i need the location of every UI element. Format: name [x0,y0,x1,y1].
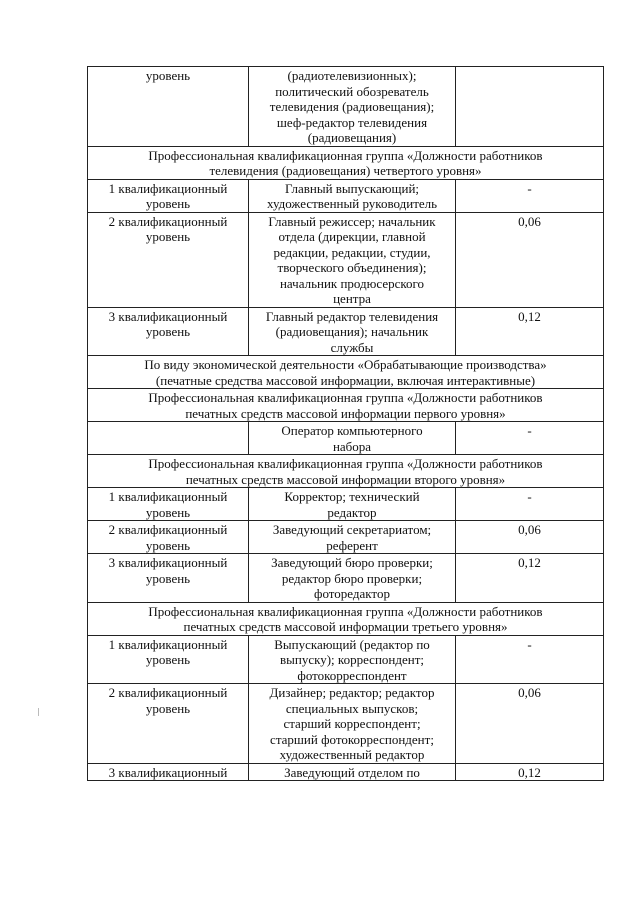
qualification-level-cell [88,422,249,455]
table-row [88,684,604,764]
table-row [88,635,604,684]
group-header-row [88,455,604,488]
position-names-cell: Главный выпускающий; художественный руководитель [249,179,456,212]
coefficient-cell: - [456,635,604,684]
coefficient-cell: - [456,488,604,521]
group-header-row [88,602,604,635]
qualification-level-cell: 1 квалификационный уровень [88,488,249,521]
qualification-table-body [88,67,604,781]
group-header-text: По виду экономической деятельности «Обрабатывающие производства» (печатные средства массовой информации, включая интерактивные) [88,356,604,389]
position-names-cell: Главный режиссер; начальник отдела (дирекции, главной редакции, редакции, студии, творческого объединения); начальник продюсерского центра [249,212,456,307]
group-header-text: Профессиональная квалификационная группа «Должности работников телевидения (радиовещания) четвертого уровня» [88,146,604,179]
coefficient-cell: 0,12 [456,763,604,781]
table-row [88,179,604,212]
position-names-cell: (радиотелевизионных); политический обозреватель телевидения (радиовещания); шеф-редактор телевидения (радиовещания) [249,67,456,147]
table-row [88,212,604,307]
qualification-level-cell: 2 квалификационный уровень [88,684,249,764]
qualification-level-cell: уровень [88,67,249,147]
coefficient-cell: 0,06 [456,684,604,764]
table-row [88,488,604,521]
qualification-level-cell: 3 квалификационный [88,763,249,781]
table-row [88,763,604,781]
position-names-cell: Корректор; технический редактор [249,488,456,521]
group-header-text: Профессиональная квалификационная группа «Должности работников печатных средств массовой информации второго уровня» [88,455,604,488]
table-row [88,307,604,356]
qualification-level-cell: 1 квалификационный уровень [88,635,249,684]
coefficient-cell [456,67,604,147]
position-names-cell: Оператор компьютерного набора [249,422,456,455]
table-row [88,521,604,554]
coefficient-cell: - [456,179,604,212]
position-names-cell: Выпускающий (редактор по выпуску); корреспондент; фотокорреспондент [249,635,456,684]
position-names-cell: Заведующий секретариатом; референт [249,521,456,554]
coefficient-cell: 0,06 [456,212,604,307]
group-header-text: Профессиональная квалификационная группа «Должности работников печатных средств массовой информации первого уровня» [88,389,604,422]
qualification-level-cell: 2 квалификационный уровень [88,521,249,554]
coefficient-cell: 0,12 [456,307,604,356]
qualification-level-cell: 3 квалификационный уровень [88,307,249,356]
table-row [88,422,604,455]
coefficient-cell: 0,12 [456,554,604,603]
position-names-cell: Главный редактор телевидения (радиовещания); начальник службы [249,307,456,356]
group-header-row [88,389,604,422]
qualification-level-cell: 2 квалификационный уровень [88,212,249,307]
group-header-row [88,356,604,389]
qualification-level-cell: 1 квалификационный уровень [88,179,249,212]
margin-mark [38,708,39,716]
table-row [88,554,604,603]
position-names-cell: Заведующий отделом по [249,763,456,781]
group-header-row [88,146,604,179]
coefficient-cell: - [456,422,604,455]
position-names-cell: Заведующий бюро проверки; редактор бюро проверки; фоторедактор [249,554,456,603]
group-header-text: Профессиональная квалификационная группа «Должности работников печатных средств массовой информации третьего уровня» [88,602,604,635]
position-names-cell: Дизайнер; редактор; редактор специальных выпусков; старший корреспондент; старший фотокорреспондент; художественный редактор [249,684,456,764]
qualification-level-cell: 3 квалификационный уровень [88,554,249,603]
qualification-table [87,66,604,781]
coefficient-cell: 0,06 [456,521,604,554]
table-row [88,67,604,147]
